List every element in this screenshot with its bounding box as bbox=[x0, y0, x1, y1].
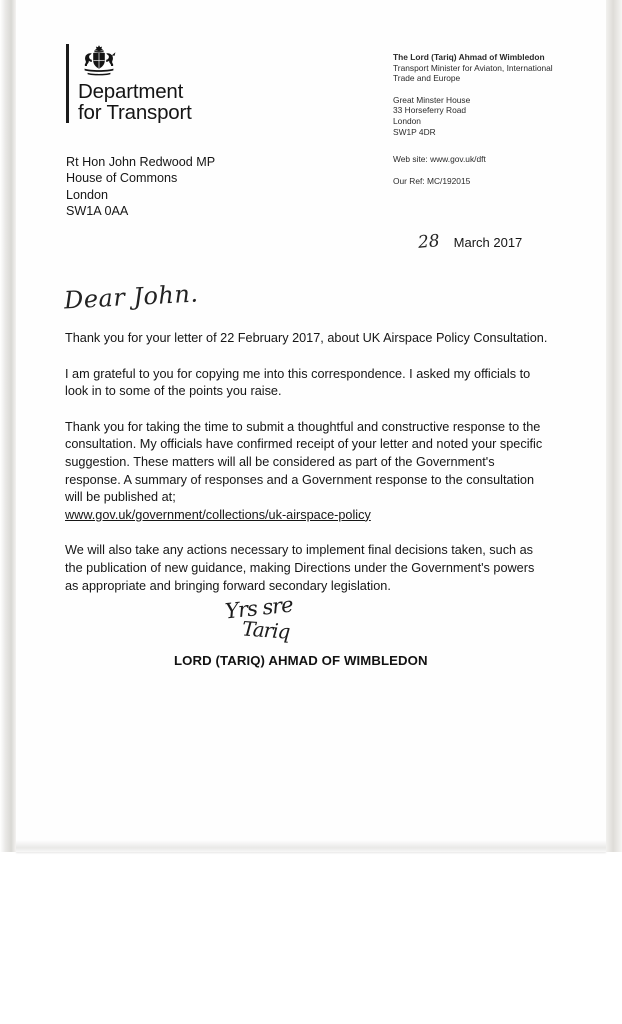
department-wordmark bbox=[78, 81, 192, 123]
date-month-year: March 2017 bbox=[453, 235, 523, 250]
contact-spacer-large bbox=[393, 137, 593, 154]
royal-coat-of-arms-icon bbox=[78, 44, 120, 78]
body-paragraph-4: We will also take any actions necessary to implement final decisions taken, such as the publication of new guidance, making Directions under the Government's powers as appropriate and bringing forward secondary legislation. bbox=[65, 543, 535, 593]
body-paragraph-3-text: Thank you for taking the time to submit a thoughtful and constructive response to the consultation. My officials have confirmed receipt of your letter and noted your specific suggestion. These matters will all be considered as part of the Government's response. A summary of responses and a Government response to the consultation will be published at; bbox=[65, 419, 543, 505]
wordmark-line-1: Department bbox=[78, 80, 184, 103]
minister-contact-block bbox=[393, 52, 593, 186]
logo-body bbox=[78, 44, 192, 123]
minister-title-line-1: Transport Minister for Aviaton, International bbox=[393, 62, 553, 73]
scan-bottom-shadow bbox=[16, 840, 606, 854]
minister-title-line-2: Trade and Europe bbox=[393, 73, 461, 84]
signature-mark-line-1: Yrs sre bbox=[223, 592, 294, 624]
recipient-line-4: SW1A 0AA bbox=[66, 204, 129, 219]
recipient-line-2: House of Commons bbox=[66, 171, 178, 186]
uk-airspace-policy-link[interactable]: www.gov.uk/government/collections/uk-airspace-policy bbox=[65, 507, 371, 522]
recipient-line-1: Rt Hon John Redwood MP bbox=[66, 155, 216, 169]
sender-address-line-2: 33 Horseferry Road bbox=[393, 105, 467, 116]
body-paragraph-3 bbox=[65, 419, 549, 525]
letter-body bbox=[65, 330, 549, 613]
signature-mark-line-2: Tariq bbox=[241, 616, 291, 644]
sender-address-line-4: SW1P 4DR bbox=[393, 126, 436, 137]
wordmark-line-2: for Transport bbox=[78, 101, 192, 124]
website-line: Web site: www.gov.uk/dft bbox=[393, 154, 486, 165]
our-ref-line: Our Ref: MC/192015 bbox=[393, 175, 471, 186]
salutation-handwritten: Dear John. bbox=[63, 279, 200, 315]
recipient-address-block bbox=[66, 154, 215, 220]
signatory-name: LORD (TARIQ) AHMAD OF WIMBLEDON bbox=[174, 653, 428, 668]
body-paragraph-1: Thank you for your letter of 22 February 2017, about UK Airspace Policy Consultation. bbox=[65, 331, 548, 345]
logo-vertical-rule bbox=[66, 44, 69, 123]
contact-spacer-2 bbox=[393, 165, 593, 176]
body-paragraph-2: I am grateful to you for copying me into this correspondence. I asked my officials to look in to some of the points you raise. bbox=[65, 366, 531, 399]
sender-address-line-1: Great Minster House bbox=[393, 94, 471, 105]
contact-spacer bbox=[393, 84, 593, 95]
recipient-line-3: London bbox=[66, 187, 109, 202]
department-for-transport-logo bbox=[66, 44, 192, 123]
date-day-handwritten: 28 bbox=[417, 231, 441, 253]
minister-name: The Lord (Tariq) Ahmad of Wimbledon bbox=[393, 52, 545, 62]
signature-area bbox=[170, 592, 470, 656]
date-line bbox=[418, 232, 522, 252]
sender-address-line-3: London bbox=[393, 115, 421, 126]
